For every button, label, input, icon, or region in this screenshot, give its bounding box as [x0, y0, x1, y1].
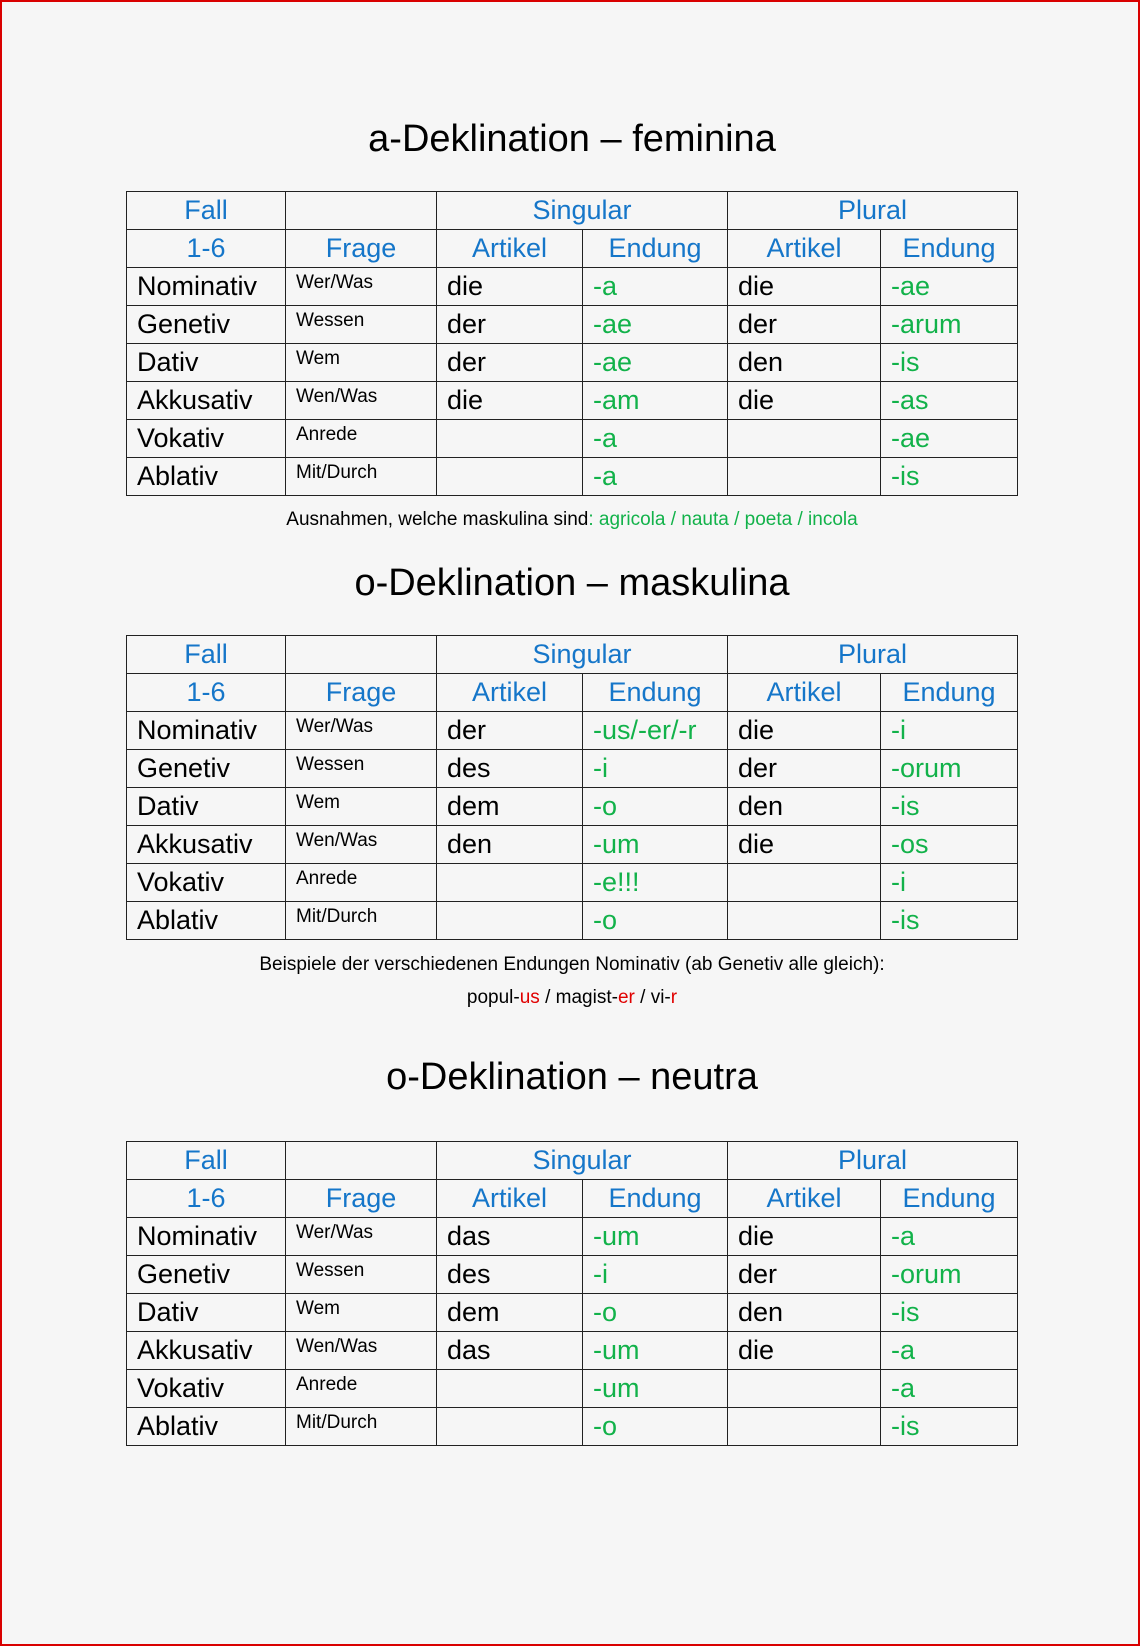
singular-ending: -o: [583, 788, 728, 826]
singular-ending: -um: [583, 1332, 728, 1370]
case-question: Anrede: [286, 1370, 437, 1408]
singular-ending: -e!!!: [583, 864, 728, 902]
singular-article: [437, 864, 583, 902]
case-question: Mit/Durch: [286, 458, 437, 496]
case-name: Dativ: [127, 344, 286, 382]
plural-ending: -ae: [881, 420, 1018, 458]
header-fall: Fall: [127, 192, 286, 230]
header-singular: Singular: [437, 192, 728, 230]
plural-article: den: [728, 788, 881, 826]
declension-table-o-maskulina: [126, 635, 1018, 940]
case-name: Nominativ: [127, 268, 286, 306]
plural-ending: -ae: [881, 268, 1018, 306]
header-cases-range: 1-6: [127, 1180, 286, 1218]
plural-ending: -i: [881, 864, 1018, 902]
singular-article: der: [437, 712, 583, 750]
header-singular-endung: Endung: [583, 674, 728, 712]
example-vir-stem: vi-: [650, 987, 671, 1008]
plural-article: den: [728, 1294, 881, 1332]
example-magister-ending: er: [617, 987, 635, 1008]
case-question: Wer/Was: [286, 268, 437, 306]
singular-article: [437, 1408, 583, 1446]
declension-table-a-feminina: [126, 191, 1018, 496]
table-row: [127, 1218, 1018, 1256]
case-question: Anrede: [286, 420, 437, 458]
plural-ending: -a: [881, 1332, 1018, 1370]
singular-article: [437, 1370, 583, 1408]
table-row: [127, 1408, 1018, 1446]
header-frage: Frage: [286, 674, 437, 712]
singular-ending: -um: [583, 1370, 728, 1408]
header-row-columns: [127, 1180, 1018, 1218]
case-name: Nominativ: [127, 1218, 286, 1256]
exceptions-note: [2, 507, 1140, 533]
singular-article: [437, 902, 583, 940]
plural-article: die: [728, 1218, 881, 1256]
case-name: Vokativ: [127, 864, 286, 902]
case-name: Nominativ: [127, 712, 286, 750]
header-empty: [286, 1142, 437, 1180]
singular-ending: -a: [583, 420, 728, 458]
header-singular-artikel: Artikel: [437, 1180, 583, 1218]
case-question: Wessen: [286, 306, 437, 344]
table-row: [127, 1256, 1018, 1294]
plural-article: der: [728, 306, 881, 344]
header-plural-artikel: Artikel: [728, 674, 881, 712]
plural-ending: -orum: [881, 750, 1018, 788]
singular-ending: -am: [583, 382, 728, 420]
plural-article: [728, 458, 881, 496]
example-populus-ending: us: [519, 987, 540, 1008]
table-row: [127, 750, 1018, 788]
singular-ending: -um: [583, 1218, 728, 1256]
declension-table-o-neutra: [126, 1141, 1018, 1446]
plural-article: die: [728, 826, 881, 864]
case-name: Dativ: [127, 788, 286, 826]
singular-ending: -i: [583, 750, 728, 788]
case-question: Wen/Was: [286, 826, 437, 864]
header-frage: Frage: [286, 1180, 437, 1218]
case-question: Wer/Was: [286, 1218, 437, 1256]
header-frage: Frage: [286, 230, 437, 268]
section-title-a-deklination: a-Deklination – feminina: [368, 118, 776, 160]
plural-ending: -is: [881, 902, 1018, 940]
singular-article: [437, 420, 583, 458]
singular-ending: -o: [583, 1294, 728, 1332]
header-singular-artikel: Artikel: [437, 674, 583, 712]
case-name: Genetiv: [127, 306, 286, 344]
examples-note-line: Beispiele der verschiedenen Endungen Nominativ (ab Genetiv alle gleich):: [259, 954, 885, 975]
table-row: [127, 1332, 1018, 1370]
examples-note-words: [2, 985, 1140, 1011]
table-row: [127, 458, 1018, 496]
singular-ending: -a: [583, 268, 728, 306]
example-vir-ending: r: [670, 987, 678, 1008]
table-row: [127, 826, 1018, 864]
case-question: Wem: [286, 344, 437, 382]
exceptions-colon: :: [588, 509, 594, 530]
example-magister-stem: magist-: [555, 987, 618, 1008]
case-question: Wen/Was: [286, 382, 437, 420]
example-separator: /: [539, 987, 556, 1008]
case-name: Akkusativ: [127, 382, 286, 420]
plural-ending: -a: [881, 1370, 1018, 1408]
plural-article: die: [728, 382, 881, 420]
table-row: [127, 864, 1018, 902]
plural-article: die: [728, 1332, 881, 1370]
plural-ending: -i: [881, 712, 1018, 750]
plural-ending: -is: [881, 1294, 1018, 1332]
case-question: Wessen: [286, 750, 437, 788]
table-row: [127, 420, 1018, 458]
header-row-number: [127, 192, 1018, 230]
case-name: Genetiv: [127, 1256, 286, 1294]
singular-article: die: [437, 268, 583, 306]
header-plural-endung: Endung: [881, 1180, 1018, 1218]
case-name: Akkusativ: [127, 826, 286, 864]
case-name: Ablativ: [127, 458, 286, 496]
singular-article: das: [437, 1218, 583, 1256]
singular-article: des: [437, 1256, 583, 1294]
case-question: Anrede: [286, 864, 437, 902]
singular-article: die: [437, 382, 583, 420]
plural-article: der: [728, 1256, 881, 1294]
header-singular: Singular: [437, 1142, 728, 1180]
header-singular-endung: Endung: [583, 1180, 728, 1218]
singular-article: der: [437, 344, 583, 382]
case-question: Wen/Was: [286, 1332, 437, 1370]
case-name: Akkusativ: [127, 1332, 286, 1370]
case-name: Ablativ: [127, 902, 286, 940]
example-populus-stem: popul-: [466, 987, 520, 1008]
singular-article: der: [437, 306, 583, 344]
table-row: [127, 306, 1018, 344]
header-singular-endung: Endung: [583, 230, 728, 268]
case-name: Dativ: [127, 1294, 286, 1332]
singular-ending: -ae: [583, 344, 728, 382]
singular-ending: -i: [583, 1256, 728, 1294]
singular-ending: -ae: [583, 306, 728, 344]
header-plural: Plural: [728, 192, 1018, 230]
header-fall: Fall: [127, 1142, 286, 1180]
header-empty: [286, 636, 437, 674]
section-title-o-deklination-maskulina: o-Deklination – maskulina: [354, 562, 790, 604]
table-row: [127, 902, 1018, 940]
example-separator: /: [634, 987, 651, 1008]
singular-article: dem: [437, 788, 583, 826]
header-plural-endung: Endung: [881, 230, 1018, 268]
singular-article: den: [437, 826, 583, 864]
plural-article: die: [728, 712, 881, 750]
header-singular: Singular: [437, 636, 728, 674]
plural-ending: -is: [881, 344, 1018, 382]
exceptions-list: agricola / nauta / poeta / incola: [593, 509, 858, 530]
header-row-number: [127, 1142, 1018, 1180]
plural-ending: -is: [881, 1408, 1018, 1446]
plural-ending: -orum: [881, 1256, 1018, 1294]
case-question: Wem: [286, 1294, 437, 1332]
singular-article: dem: [437, 1294, 583, 1332]
plural-article: [728, 1370, 881, 1408]
plural-ending: -is: [881, 788, 1018, 826]
case-question: Wer/Was: [286, 712, 437, 750]
singular-ending: -a: [583, 458, 728, 496]
case-question: Mit/Durch: [286, 1408, 437, 1446]
exceptions-label: Ausnahmen, welche maskulina sind: [286, 509, 589, 530]
table-row: [127, 382, 1018, 420]
header-empty: [286, 192, 437, 230]
case-name: Vokativ: [127, 420, 286, 458]
table-row: [127, 712, 1018, 750]
singular-ending: -um: [583, 826, 728, 864]
singular-ending: -o: [583, 902, 728, 940]
plural-ending: -os: [881, 826, 1018, 864]
header-fall: Fall: [127, 636, 286, 674]
singular-article: das: [437, 1332, 583, 1370]
header-row-columns: [127, 230, 1018, 268]
plural-article: [728, 420, 881, 458]
singular-ending: -o: [583, 1408, 728, 1446]
case-name: Genetiv: [127, 750, 286, 788]
singular-article: des: [437, 750, 583, 788]
plural-article: [728, 864, 881, 902]
plural-ending: -is: [881, 458, 1018, 496]
table-row: [127, 788, 1018, 826]
case-question: Mit/Durch: [286, 902, 437, 940]
plural-ending: -arum: [881, 306, 1018, 344]
plural-article: die: [728, 268, 881, 306]
plural-article: [728, 902, 881, 940]
singular-ending: -us/-er/-r: [583, 712, 728, 750]
plural-article: der: [728, 750, 881, 788]
table-row: [127, 1294, 1018, 1332]
header-cases-range: 1-6: [127, 230, 286, 268]
table-row: [127, 268, 1018, 306]
header-plural-artikel: Artikel: [728, 1180, 881, 1218]
header-row-number: [127, 636, 1018, 674]
case-name: Vokativ: [127, 1370, 286, 1408]
plural-ending: -as: [881, 382, 1018, 420]
singular-article: [437, 458, 583, 496]
header-plural: Plural: [728, 636, 1018, 674]
plural-ending: -a: [881, 1218, 1018, 1256]
table-row: [127, 344, 1018, 382]
case-question: Wem: [286, 788, 437, 826]
case-name: Ablativ: [127, 1408, 286, 1446]
header-plural-endung: Endung: [881, 674, 1018, 712]
header-cases-range: 1-6: [127, 674, 286, 712]
table-row: [127, 1370, 1018, 1408]
header-plural: Plural: [728, 1142, 1018, 1180]
case-question: Wessen: [286, 1256, 437, 1294]
plural-article: [728, 1408, 881, 1446]
header-singular-artikel: Artikel: [437, 230, 583, 268]
header-plural-artikel: Artikel: [728, 230, 881, 268]
header-row-columns: [127, 674, 1018, 712]
section-title-o-deklination-neutra: o-Deklination – neutra: [386, 1056, 758, 1098]
plural-article: den: [728, 344, 881, 382]
